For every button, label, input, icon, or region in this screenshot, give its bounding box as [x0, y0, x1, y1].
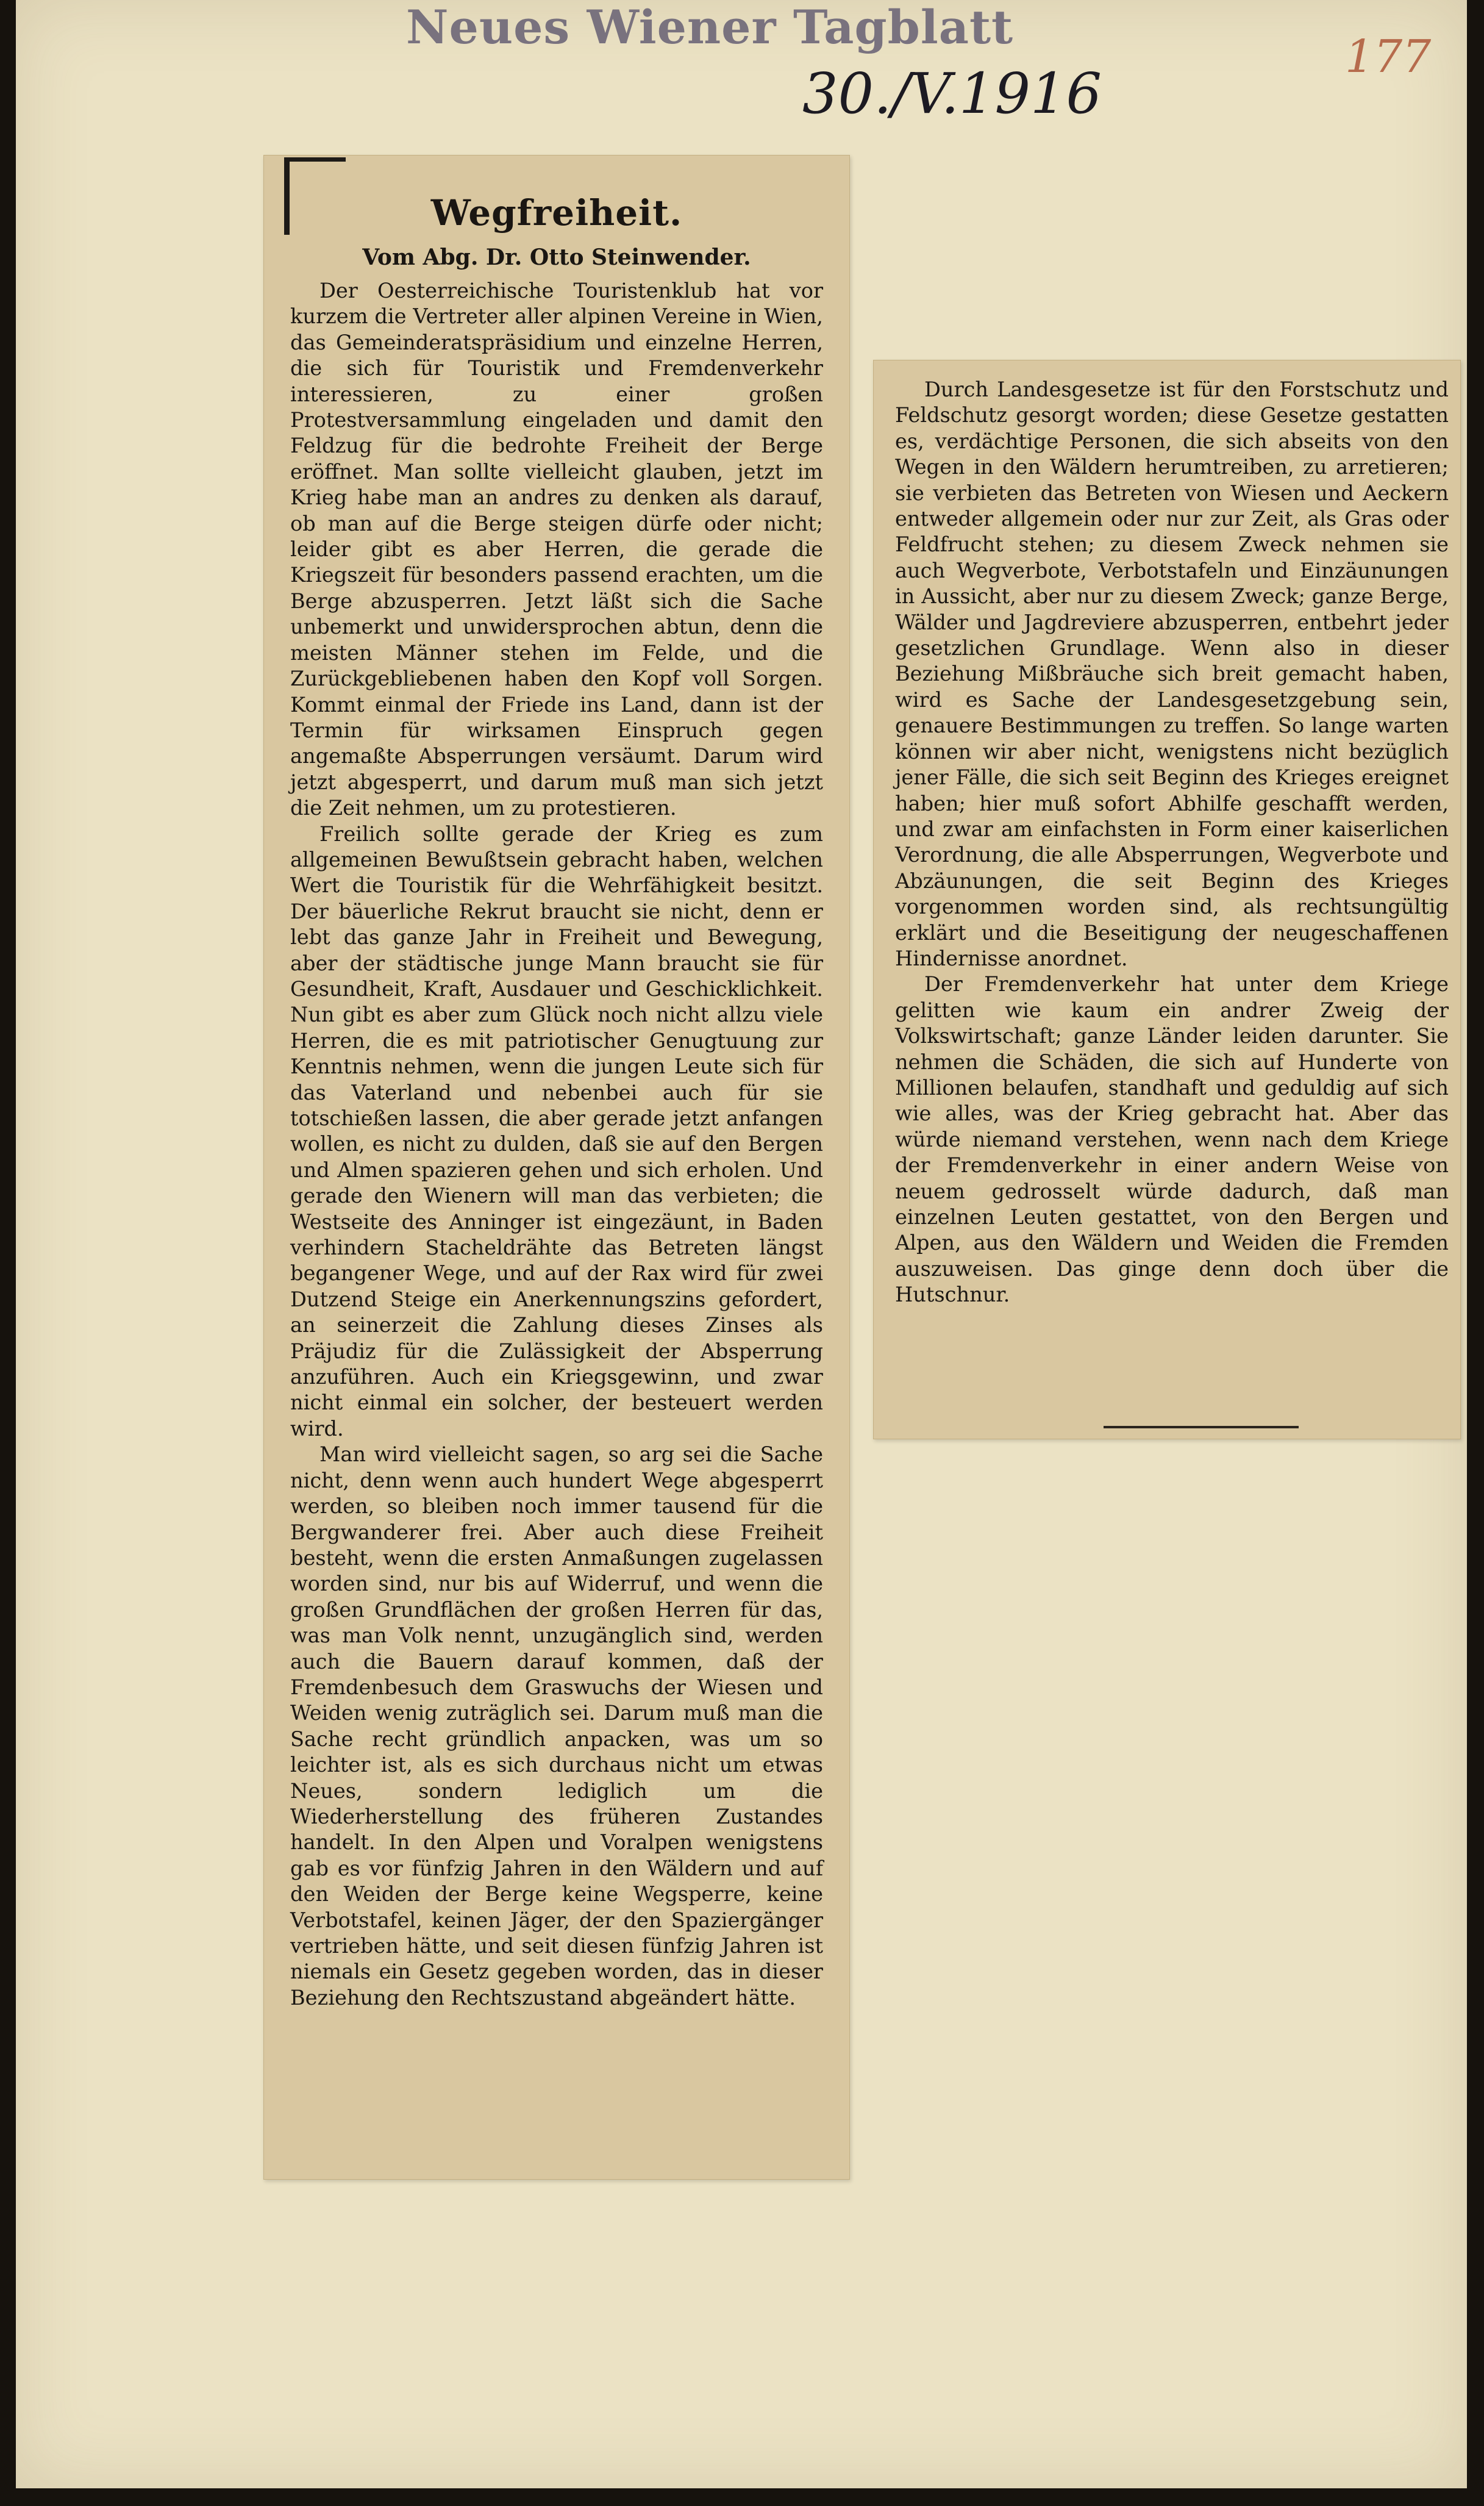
article-paragraph: Freilich sollte gerade der Krieg es zum allgemeinen Bewußtsein gebracht haben, welchen Wert die Touristik für die Wehrfähigkeit besitzt. Der bäuerliche Rekrut braucht sie nicht, denn er lebt das ganze Jahr in Freiheit und Bewegung, aber der städtische junge Mann braucht sie für Gesundheit, Kraft, Ausdauer und Geschicklichkeit. Nun gibt es aber zum Glück noch nicht allzu viele Herren, die es mit patriotischer Genugtuung zur Kenntnis nehmen, wenn die jungen Leute sich für das Vaterland und nebenbei auch für sie totschießen lassen, die aber gerade jetzt anfangen wollen, es nicht zu dulden, daß sie auf den Bergen und Almen spazieren gehen und sich erholen. Und gerade den Wienern will man das verbieten; die Westseite des Anninger ist eingezäunt, in Baden verhindern Stacheldrähte das Betreten längst begangener Wege, und auf der Rax wird für zwei Dutzend Steige ein Anerkennungszins gefordert, an seinerzeit die Zahlung dieses Zinses als Präjudiz für die Zulässigkeit der Absperrung anzuführen. Auch ein Kriegsgewinn, und zwar nicht einmal ein solcher, der besteuert werden wird. — [290, 822, 823, 1441]
clipping-left-column — [263, 155, 850, 2180]
newspaper-stamp: Neues Wiener Tagblatt — [406, 0, 1014, 54]
page-number: 177 — [1345, 30, 1432, 83]
article-byline: Vom Abg. Dr. Otto Steinwender. — [362, 245, 751, 270]
end-rule — [1104, 1426, 1299, 1428]
article-paragraph: Durch Landesgesetze ist für den Forstschutz und Feldschutz gesorgt worden; diese Gesetze gestatten es, verdächtige Personen, die sich abseits von den Wegen in den Wäldern herumtreiben, zu arretieren; sie verbieten das Betreten von Wiesen und Aeckern entweder allgemein oder nur zur Zeit, als Gras oder Feldfrucht stehen; zu diesem Zweck nehmen sie auch Wegverbote, Verbotstafeln und Einzäunungen in Aussicht, aber nur zu diesem Zweck; ganze Berge, Wälder und Jagdreviere abzusperren, entbehrt jeder gesetzlichen Grundlage. Wenn also in dieser Beziehung Mißbräuche sich breit gemacht haben, wird es Sache der Landesgesetzgebung sein, genauere Bestimmungen zu treffen. So lange warten können wir aber nicht, wenigstens nicht bezüglich jener Fälle, die sich seit Beginn des Krieges ereignet haben; hier muß sofort Abhilfe geschafft werden, und zwar am einfachsten in Form einer kaiserlichen Verordnung, die alle Absperrungen, Wegverbote und Abzäunungen, die seit Beginn des Krieges vorgenommen worden sind, als rechtsungültig erklärt und die Beseitigung der neugeschaffenen Hindernisse anordnet. — [895, 378, 1449, 970]
corner-bracket-mark — [284, 157, 346, 235]
article-paragraph: Der Fremdenverkehr hat unter dem Kriege gelitten wie kaum ein andrer Zweig der Volkswirtschaft; ganze Länder leiden darunter. Sie nehmen die Schäden, die sich auf Hunderte von Millionen belaufen, standhaft und geduldig auf sich wie alles, was der Krieg gebracht hat. Aber das würde niemand verstehen, wenn nach dem Kriege der Fremdenverkehr in einer andern Weise von neuem gedrosselt würde dadurch, daß man einzelnen Leuten gestattet, von den Bergen und Alpen, aus den Wäldern und Weiden die Fremden auszuweisen. Das ginge denn doch über die Hutschnur. — [895, 972, 1449, 1307]
article-paragraph: Man wird vielleicht sagen, so arg sei die Sache nicht, denn wenn auch hundert Wege abgesperrt werden, so bleiben noch immer tausend für die Bergwanderer frei. Aber auch diese Freiheit besteht, wenn die ersten Anmaßungen zugelassen worden sind, nur bis auf Widerruf, und wenn die großen Grundflächen der großen Herren für das, was man Volk nennt, unzugänglich sind, werden auch die Bauern darauf kommen, daß der Fremdenbesuch dem Graswuchs der Wiesen und Weiden wenig zuträglich sei. Darum muß man die Sache recht gründlich anpacken, was um so leichter ist, als es sich durchaus nicht um etwas Neues, sondern lediglich um die Wiederherstellung des früheren Zustandes handelt. In den Alpen und Voralpen wenigstens gab es vor fünfzig Jahren in den Wäldern und auf den Weiden der Berge keine Wegsperre, keine Verbotstafel, keinen Jäger, der den Spaziergänger vertrieben hätte, und seit diesen fünfzig Jahren ist niemals ein Gesetz gegeben worden, das in dieser Beziehung den Rechtszustand abgeändert hätte. — [290, 1442, 823, 2010]
clipping-right-column — [873, 360, 1461, 1439]
article-paragraph: Der Oesterreichische Touristenklub hat vor kurzem die Vertreter aller alpinen Vereine in Wien, das Gemeinderatspräsidium und einzelne Herren, die sich für Touristik und Fremdenverkehr interessieren, zu einer großen Protestversammlung eingeladen und damit den Feldzug für die bedrohte Freiheit der Berge eröffnet. Man sollte vielleicht glauben, jetzt im Krieg habe man an andres zu denken als darauf, ob man auf die Berge steigen dürfe oder nicht; leider gibt es aber Herren, die gerade die Kriegszeit für besonders passend erachten, um die Berge abzusperren. Jetzt läßt sich die Sache unbemerkt und unwidersprochen abtun, denn die meisten Männer stehen im Felde, und die Zurückgebliebenen haben den Kopf voll Sorgen. Kommt einmal der Friede ins Land, dann ist der Termin für wirksamen Einspruch gegen angemaßte Absperrungen versäumt. Darum wird jetzt abgesperrt, und darum muß man sich jetzt die Zeit nehmen, um zu protestieren. — [290, 279, 823, 820]
handwritten-date: 30./V.1916 — [802, 61, 1102, 126]
article-title: Wegfreiheit. — [430, 192, 683, 234]
